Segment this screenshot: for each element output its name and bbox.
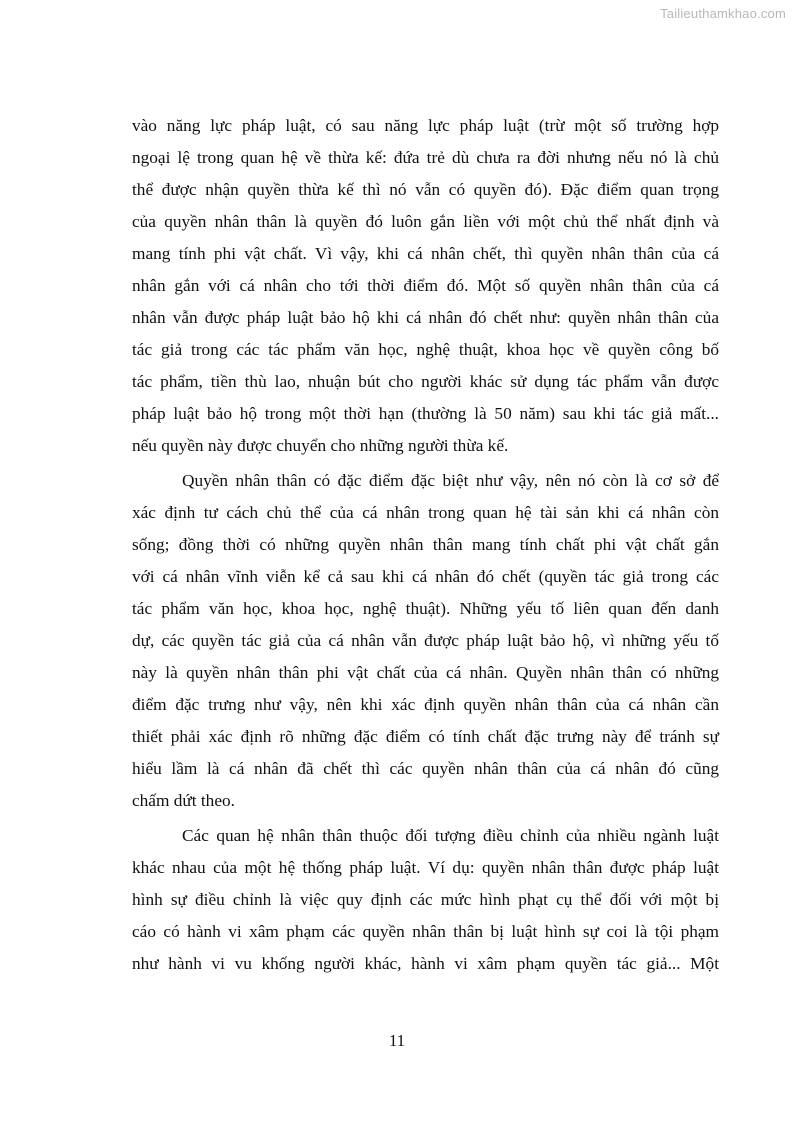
watermark-text: Tailieuthamkhao.com [660, 6, 786, 21]
text-line: nhân gắn với cá nhân cho tới thời điểm đó. Một số quyền nhân thân của cá [132, 276, 719, 295]
text-line: Quyền nhân thân có đặc điểm đặc biệt như vậy, nên nó còn là cơ sở để [182, 471, 719, 490]
text-line: nếu quyền này được chuyển cho những người thừa kế. [132, 436, 509, 455]
text-line: thiết phải xác định rõ những đặc điểm có tính chất đặc trưng này để tránh sự [132, 727, 719, 746]
text-line: vào năng lực pháp luật, có sau năng lực pháp luật (trừ một số trường hợp [132, 116, 719, 135]
text-line: xác định tư cách chủ thể của cá nhân trong quan hệ tài sản khi cá nhân còn [132, 503, 719, 522]
text-line: hiểu lầm là cá nhân đã chết thì các quyền nhân thân của cá nhân đó cũng [132, 759, 719, 778]
text-line: của quyền nhân thân là quyền đó luôn gắn liền với một chủ thể nhất định và [132, 212, 719, 231]
text-line: khác nhau của một hệ thống pháp luật. Ví dụ: quyền nhân thân được pháp luật [132, 858, 719, 877]
text-line: nhân vẫn được pháp luật bảo hộ khi cá nhân đó chết như: quyền nhân thân của [132, 308, 719, 327]
text-line: sống; đồng thời có những quyền nhân thân mang tính chất phi vật chất gắn [132, 535, 719, 554]
document-body [132, 110, 719, 980]
text-line: như hành vi vu khống người khác, hành vi xâm phạm quyền tác giả... Một [132, 954, 719, 973]
text-line: thể được nhận quyền thừa kế thì nó vẫn có quyền đó). Đặc điểm quan trọng [132, 180, 719, 199]
paragraph-1 [132, 110, 719, 462]
text-line: với cá nhân vĩnh viễn kể cả sau khi cá nhân đó chết (quyền tác giả trong các [132, 567, 719, 586]
text-line: điểm đặc trưng như vậy, nên khi xác định quyền nhân thân của cá nhân cần [132, 695, 719, 714]
text-line: mang tính phi vật chất. Vì vậy, khi cá nhân chết, thì quyền nhân thân của cá [132, 244, 719, 263]
text-line: tác phẩm văn học, khoa học, nghệ thuật). Những yếu tố liên quan đến danh [132, 599, 719, 618]
text-line: này là quyền nhân thân phi vật chất của cá nhân. Quyền nhân thân có những [132, 663, 719, 682]
text-line: tác giả trong các tác phẩm văn học, nghệ thuật, khoa học về quyền công bố [132, 340, 719, 359]
text-line: pháp luật bảo hộ trong một thời hạn (thường là 50 năm) sau khi tác giả mất... [132, 404, 719, 423]
text-line: hình sự điều chỉnh là việc quy định các mức hình phạt cụ thể đối với một bị [132, 890, 719, 909]
paragraph-2 [132, 465, 719, 817]
text-line: Các quan hệ nhân thân thuộc đối tượng điều chỉnh của nhiều ngành luật [182, 826, 719, 845]
paragraph-3 [132, 820, 719, 980]
text-line: dự, các quyền tác giả của cá nhân vẫn được pháp luật bảo hộ, vì những yếu tố [132, 631, 719, 650]
text-line: tác phẩm, tiền thù lao, nhuận bút cho người khác sử dụng tác phẩm vẫn được [132, 372, 719, 391]
text-line: cáo có hành vi xâm phạm các quyền nhân thân bị luật hình sự coi là tội phạm [132, 922, 719, 941]
text-line: ngoại lệ trong quan hệ về thừa kế: đứa trẻ dù chưa ra đời nhưng nếu nó là chủ [132, 148, 719, 167]
page-number: 11 [388, 1031, 406, 1050]
text-line: chấm dứt theo. [132, 791, 235, 810]
